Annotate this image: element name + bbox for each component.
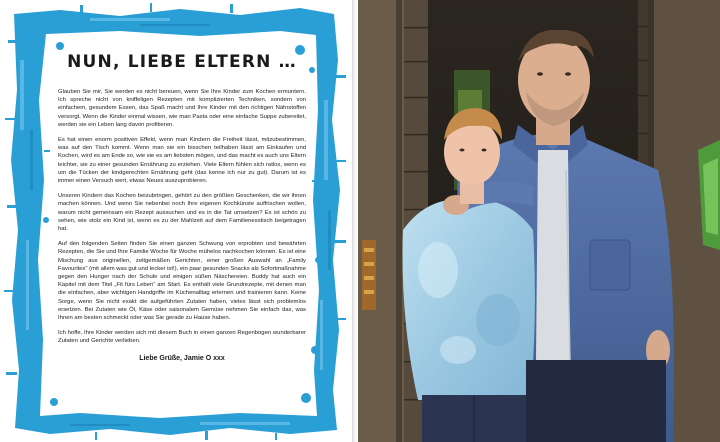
father-son-photo: [358, 0, 720, 442]
left-page: [0, 0, 352, 442]
paragraph-1: Glauben Sie mir, Sie werden es nicht bereuen, wenn Sie Ihre Kinder zum Kochen ermuntern. Ich spreche nicht von kniffeligen Rezepten mit komplizierten Techniken, sondern von einfachem, gesundem Essen, das Spaß macht und Ihre Kinder mit den richtigen Nährstoffen versorgt. Wenn die Kinder einmal wissen, wie man Pasta oder eine einfache Suppe zubereitet, werden sie ein Leben lang davon profitieren.: [58, 89, 306, 128]
paragraph-5: Ich hoffe, Ihre Kinder werden sich mit diesem Buch in einen ganzen Regenbogen wunderbarer Zutaten und Gerichte verlieben.: [58, 330, 306, 345]
paragraph-3: Unseren Kindern das Kochen beizubringen, gehört zu den größten Geschenken, die wir ihnen machen können. Und wenn Sie nebenbei noch Ihre eigenen Kochkünste auffrischen wollen, warum nicht gemeinsam ein Rezept aussuchen und es in die Tat umsetzen? Es ist schön zu sehen, wie stolz ein Kind ist, wenn es zu der Mahlzeit auf dem Familienesstisch beigetragen hat.: [58, 193, 306, 233]
letter-text: [58, 40, 306, 410]
page-headline: NUN, LIEBE ELTERN …: [67, 52, 297, 72]
right-page-photo: [358, 0, 720, 442]
paragraph-4: Auf den folgenden Seiten finden Sie einen ganzen Schwung von erprobten und bewährten Rezepten, die Sie und Ihre Familie Woche für Woche mühelos nachkochen können. Es ist eine Mischung aus originellen, zeitgemäßen Gerichten, einer großen Auswahl an „Family Favourites“ (mit allem was gut und lecker ist!), ein paar gesunden Snacks als Sofortmaßnahme gegen den Hunger nach der Schule und einigen süßen Näschereien. Buddy hat auch ein Kapitel mit dem Titel „Fit fürs Leben“ am Start. Es enthält viele Grundrezepte, mit denen man die einfachen, aber wichtigen Handgriffe im Küchenalltag erlernen und trainieren kann. Keine Sorge, wenn Sie nicht exakt die aufgeführten Zutaten haben, vieles lässt sich problemlos ersetzen. Bei Zutaten wie Öl, Käse oder saisonalem Gemüse nehmen Sie einfach das, was Ihnen am besten schmeckt oder was Sie gerade zu Hause haben.: [58, 241, 306, 322]
paragraph-2: Es hat einen enorm positiven Effekt, wenn man Kindern die Freiheit lässt, mitzubestimmen, was auf den Tisch kommt. Wenn man sie ein bisschen teilhaben lässt am Einkaufen und Kochen, wird es am Ende so, wie sie es am liebsten mögen, und das macht es auch uns Eltern leichter, sie zu einer gesunden Ernährung zu erziehen. Viele Eltern fühlen sich ratlos, wenn es um die Tücken der kindgerechten Ernährung geht (das kenne ich nur zu gut). Darum ist es immer einen Versuch wert, etwas Neues auszuprobieren.: [58, 137, 306, 185]
signoff: Liebe Grüße, Jamie O xxx: [139, 354, 225, 362]
